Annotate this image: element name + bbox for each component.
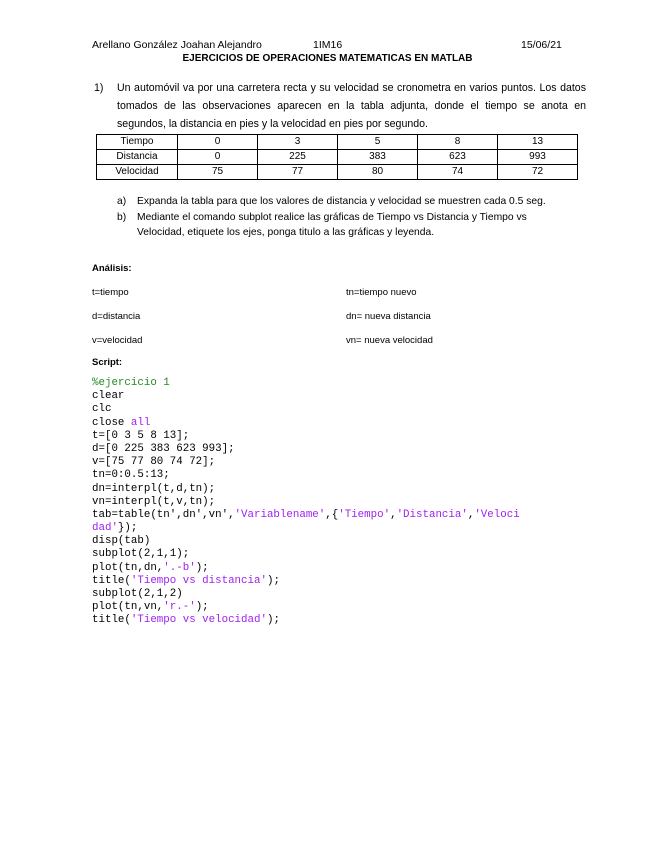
code-line: [92, 456, 520, 469]
code-token: disp(tab): [92, 535, 151, 548]
code-token: title(: [92, 574, 131, 587]
table-cell: 77: [258, 165, 338, 180]
code-line: [92, 496, 520, 509]
task-text: Mediante el comando subplot realice las gráficas de Tiempo vs Distancia y Tiempo vs Velocidad, etiquete los ejes, ponga titulo a las gráficas y leyenda.: [137, 211, 527, 238]
code-line: [92, 509, 520, 522]
row-label: Velocidad: [97, 165, 178, 180]
task-list: [117, 194, 577, 241]
variable-definition: dn= nueva distancia: [346, 311, 431, 322]
code-line: [92, 601, 520, 614]
code-token: plot(tn,vn,: [92, 601, 164, 614]
code-token: });: [117, 522, 138, 535]
code-string: dad': [92, 522, 118, 535]
table-cell: 13: [498, 135, 578, 150]
task-letter: a): [117, 196, 127, 207]
code-line: [92, 535, 520, 548]
row-label: Distancia: [97, 150, 178, 165]
code-token: plot(tn,dn,: [92, 561, 164, 574]
code-token: subplot(2,1,2): [92, 588, 183, 600]
code-token: );: [195, 561, 209, 574]
code-token: );: [195, 601, 209, 614]
code-token: clear: [92, 390, 125, 403]
task-letter: b): [117, 211, 127, 223]
table-cell: 8: [418, 135, 498, 150]
code-token: subplot(2,1,1);: [92, 548, 190, 561]
code-token: d=[0 225 383 623 993];: [92, 442, 235, 455]
code-token: tab=table(tn',dn',vn',: [92, 508, 235, 521]
code-token: clc: [92, 403, 112, 416]
code-token: t=[0 3 5 8 13];: [92, 429, 190, 442]
code-string: '.-b': [163, 561, 196, 574]
code-line: [92, 443, 520, 456]
code-line: [92, 522, 520, 535]
code-token: dn=interpl(t,d,tn);: [92, 482, 216, 495]
table-cell: 74: [418, 165, 498, 180]
matlab-script: [92, 377, 520, 628]
group-code: 1IM16: [313, 39, 343, 51]
variable-definition: d=distancia: [92, 311, 141, 322]
code-line: [92, 562, 520, 575]
task-item: [117, 194, 577, 210]
table-cell: 0: [178, 135, 258, 150]
problem-text: Un automóvil va por una carretera recta y su velocidad se cronometra en varios puntos. Los datos tomados de las observaciones aparecen en la tabla adjunta, donde el tiempo se anota en segundos, la distancia en pies y la velocidad en pies por segundo.: [117, 82, 586, 130]
table-cell: 75: [178, 165, 258, 180]
code-line: [92, 483, 520, 496]
table-cell: 3: [258, 135, 338, 150]
code-line: [92, 588, 520, 601]
code-token: ,: [467, 508, 475, 521]
code-string: 'Tiempo': [338, 508, 391, 521]
code-token: v=[75 77 80 74 72];: [92, 456, 216, 469]
code-token: );: [266, 614, 280, 627]
code-line: [92, 614, 520, 627]
table-cell: 623: [418, 150, 498, 165]
code-string: 'Distancia': [396, 508, 468, 521]
author-name: Arellano González Joahan Alejandro: [92, 39, 262, 51]
analysis-heading: Análisis:: [92, 263, 132, 274]
variable-definition: t=tiempo: [92, 287, 129, 298]
code-line: [92, 469, 520, 482]
table-cell: 72: [498, 165, 578, 180]
document-title: EJERCICIOS DE OPERACIONES MATEMATICAS EN MATLAB: [182, 53, 473, 64]
table-cell: 383: [338, 150, 418, 165]
table-cell: 5: [338, 135, 418, 150]
code-line: [92, 403, 520, 416]
code-token: ,: [390, 508, 397, 521]
document-date: 15/06/21: [521, 39, 562, 51]
code-line: [92, 548, 520, 561]
task-item: [117, 210, 577, 241]
table-cell: 80: [338, 165, 418, 180]
code-token: tn=0:0.5:13;: [92, 469, 170, 482]
code-token: );: [266, 574, 280, 587]
code-string: all: [130, 416, 151, 429]
code-string: 'r.-': [163, 601, 196, 614]
table-row: [97, 135, 578, 150]
code-line: [92, 430, 520, 443]
variable-definition: v=velocidad: [92, 335, 143, 346]
code-line: [92, 417, 520, 430]
problem-number: 1): [94, 82, 104, 94]
code-token: title(: [92, 614, 131, 627]
table-cell: 0: [178, 150, 258, 165]
variable-definition: tn=tiempo nuevo: [346, 287, 417, 298]
code-string: 'Tiempo vs velocidad': [130, 614, 267, 627]
code-comment: %ejercicio 1: [92, 377, 170, 389]
code-line: [92, 377, 520, 390]
table-row: [97, 150, 578, 165]
script-heading: Script:: [92, 357, 123, 368]
table-cell: 225: [258, 150, 338, 165]
table-row: [97, 165, 578, 180]
code-line: [92, 575, 520, 588]
code-string: 'Tiempo vs distancia': [130, 574, 267, 587]
code-string: 'Variablename': [234, 508, 326, 521]
problem-statement: [94, 79, 586, 133]
code-string: 'Veloci: [474, 508, 520, 521]
row-label: Tiempo: [97, 135, 178, 150]
code-token: vn=interpl(t,v,tn);: [92, 495, 216, 508]
task-text: Expanda la tabla para que los valores de distancia y velocidad se muestren cada 0.5 seg.: [137, 196, 546, 207]
code-token: ,{: [325, 508, 339, 521]
data-table: [96, 134, 578, 180]
table-cell: 993: [498, 150, 578, 165]
variable-definition: vn= nueva velocidad: [346, 335, 433, 346]
code-line: [92, 390, 520, 403]
code-token: close: [92, 416, 131, 429]
